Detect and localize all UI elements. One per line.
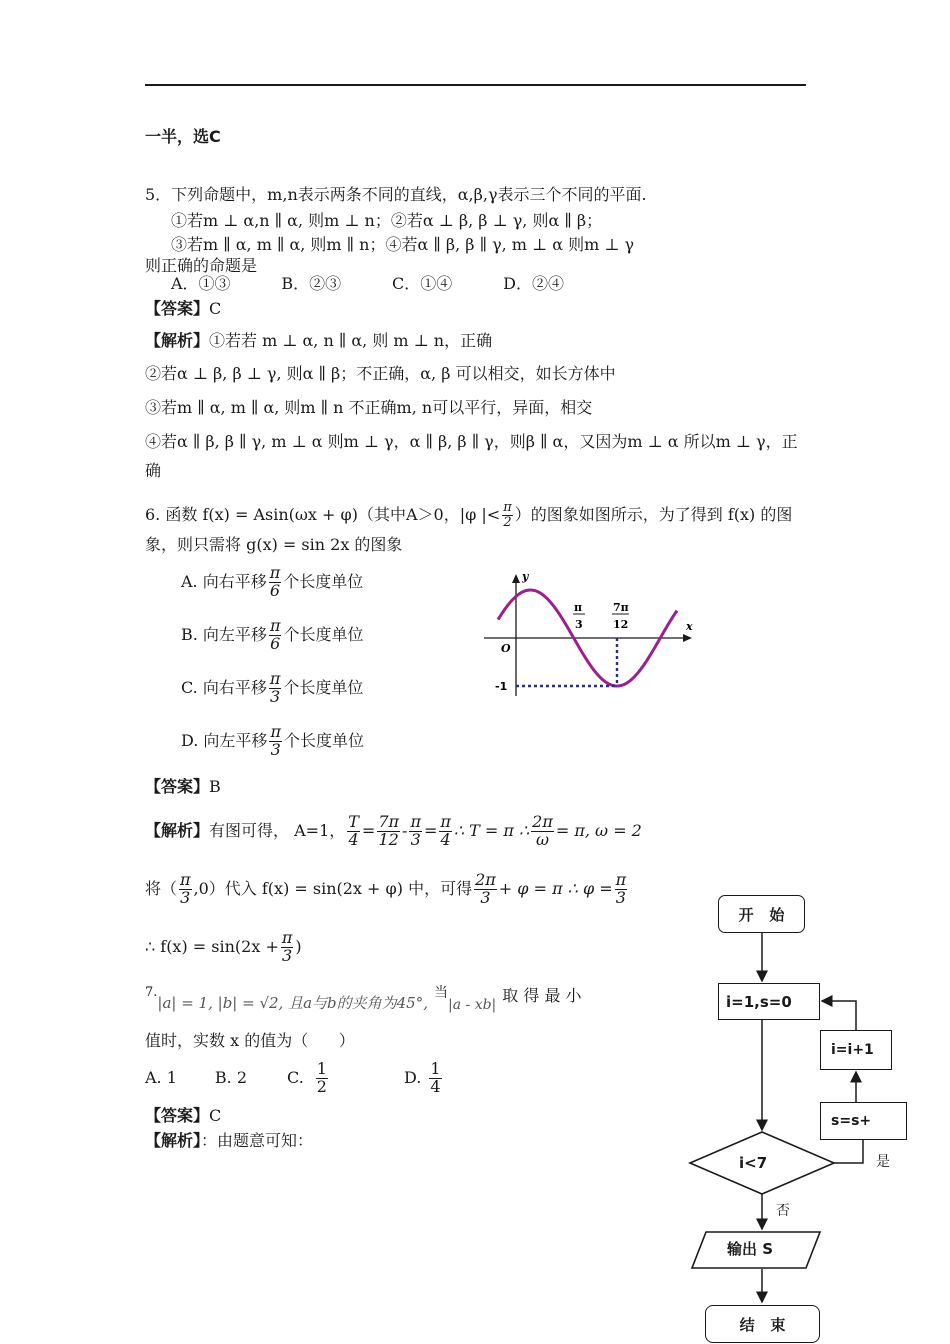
q6-option-d-num: π (270, 721, 281, 741)
q6-a1-pi: π (410, 811, 421, 831)
q6-option-d-suffix: 个长度单位 (283, 731, 364, 750)
flow-increment-label: i=i+1 (831, 1042, 874, 1058)
q6-a2-mid2: + φ = π ∴ φ = (498, 879, 613, 898)
q7-option-d-num: 1 (430, 1058, 441, 1078)
q6-a1-end: = π, ω = 2 (555, 821, 642, 840)
q6-a2-3: 3 (180, 887, 191, 907)
q7-when: 当 (434, 985, 448, 1001)
flow-no-label: 否 (776, 1203, 790, 1219)
graph-x-label: x (686, 620, 693, 633)
q7-option-d-den: 4 (430, 1076, 441, 1096)
graph-tick1-den: 3 (575, 618, 583, 631)
flow-condition-label: i<7 (739, 1154, 768, 1172)
graph-origin-label: O (501, 642, 511, 655)
q7-answer: C (209, 1106, 222, 1125)
q6-stem-frac-den: 2 (503, 514, 512, 530)
q5-analysis-tag: 【解析】 (145, 331, 210, 350)
flow-end (705, 1305, 820, 1343)
q6-a3-3: 3 (282, 945, 293, 965)
q6-option-c-suffix: 个长度单位 (283, 678, 364, 697)
graph-tick2-num: 7π (613, 601, 629, 614)
q6-option-d-label: D. 向左平移 (181, 731, 268, 750)
graph-tick1-num: π (574, 601, 583, 614)
q6-option-b-num: π (269, 615, 281, 635)
q6-option-b-suffix: 个长度单位 (283, 625, 364, 644)
flow-increment (820, 1030, 892, 1070)
q6-stem-frac-num: π (503, 499, 512, 515)
flow-init-label: i=1,s=0 (726, 992, 792, 1011)
q6-stem-line2: 象，则只需将 g(x) = sin 2x 的图象 (145, 535, 403, 554)
flow-yes-label: 是 (876, 1154, 890, 1170)
q6-a1-4: 4 (348, 829, 359, 849)
q6-a1-pre: 有图可得， A=1， (209, 821, 346, 840)
q5-analysis-line4: ④若α ∥ β, β ∥ γ, m ⊥ α 则m ⊥ γ，α ∥ β, β ∥ γ，则β ∥ α，又因为m ⊥ α 所以m ⊥ γ，正 (145, 432, 798, 451)
q6-a2-pre: 将（ (145, 879, 178, 898)
q6-a3-pre: ∴ f(x) = sin(2x + (145, 937, 279, 956)
q5-question: 则正确的命题是 (145, 256, 258, 275)
q5-analysis-line5: 确 (145, 461, 162, 480)
q5-statement-line2: ③若m ∥ α, m ∥ α, 则m ∥ n；④若α ∥ β, β ∥ γ, m ⊥ α 则m ⊥ γ (171, 235, 635, 254)
q6-stem-b: ）的图象如图所示，为了得到 f(x) 的图 (514, 505, 793, 524)
q6-a1-minus: - (402, 821, 408, 840)
q6-a1-2pi: 2π (532, 811, 553, 831)
q6-option-b-den: 6 (270, 633, 281, 653)
q6-a1-4b: 4 (440, 829, 451, 849)
q6-a1-omega: ω (536, 829, 550, 849)
q7-option-c-num: 1 (316, 1058, 327, 1078)
q6-a1-eq2: = (423, 821, 438, 840)
q6-a2-3b: 3 (480, 887, 491, 907)
q7-option-a: A. 1 (145, 1068, 177, 1087)
q5-analysis-line1: ①若若 m ⊥ α, n ∥ α, 则 m ⊥ n，正确 (209, 331, 493, 350)
q6-a2-mid: ,0）代入 f(x) = sin(2x + φ) 中，可得 (193, 879, 473, 898)
q7-option-c: C. (287, 1068, 304, 1087)
q6-option-a-label: A. 向右平移 (181, 572, 267, 591)
q6-option-b-label: B. 向左平移 (181, 625, 267, 644)
q6-a1-12: 12 (378, 829, 399, 849)
q6-a1-pi2: π (440, 811, 451, 831)
flow-init (718, 983, 820, 1020)
q6-answer-tag: 【答案】 (145, 777, 210, 796)
flow-start-label: 开 始 (738, 905, 785, 924)
q6-a1-7pi: 7π (378, 811, 400, 831)
q6-analysis-tag: 【解析】 (145, 821, 210, 840)
q7-expression: |a - xb| (448, 997, 497, 1013)
q7-option-c-den: 2 (316, 1076, 327, 1096)
q6-option-d-den: 3 (270, 739, 281, 759)
q7-option-d: D. (403, 1068, 422, 1087)
q5-analysis-line3: ③若m ∥ α, m ∥ α, 则m ∥ n 不正确m, n可以平行，异面，相交 (145, 398, 593, 417)
q5-analysis-line2: ②若α ⊥ β, β ⊥ γ, 则α ∥ β；不正确，α, β 可以相交，如长方体中 (145, 364, 616, 383)
q6-a2-2pi: 2π (475, 869, 496, 889)
q6-option-a-suffix: 个长度单位 (283, 572, 364, 591)
q7-condition: |a| = 1, |b| = √2, 且a与b的夹角为45°, (157, 994, 428, 1012)
graph-tick2-den: 12 (613, 618, 629, 631)
q6-a1-3: 3 (410, 829, 421, 849)
q6-answer: B (209, 777, 221, 796)
q6-stem-a: 6. 函数 f(x) = Asin(ωx + φ)（其中A＞0，|φ |< (145, 505, 501, 524)
q6-a1-eq1: = (361, 821, 376, 840)
flow-start (718, 895, 805, 933)
q7-number: 7. (145, 985, 158, 1000)
q6-a3-end: ) (295, 937, 302, 956)
q6-option-a-den: 6 (269, 580, 281, 600)
q6-option-a-num: π (269, 562, 281, 582)
q6-a1-t: T (348, 811, 359, 831)
q7-analysis: ：由题意可知： (201, 1131, 314, 1150)
flow-accumulate-label: s=s+ (831, 1113, 872, 1129)
q5-stem: 5．下列命题中，m,n表示两条不同的直线，α,β,γ表示三个不同的平面. (145, 185, 647, 204)
continued-text: 一半，选C (145, 127, 221, 146)
q5-answer-tag: 【答案】 (145, 299, 210, 318)
q6-a2-3c: 3 (615, 887, 626, 907)
q6-a2-pi3: π (615, 869, 627, 889)
flow-end-label: 结 束 (739, 1315, 786, 1334)
q7-option-b: B. 2 (214, 1068, 248, 1087)
q6-a2-pi: π (180, 869, 191, 889)
q7-answer-tag: 【答案】 (145, 1106, 210, 1125)
q6-option-c-label: C. 向右平移 (181, 678, 267, 697)
q6-option-c-num: π (269, 668, 281, 688)
q6-option-c-den: 3 (270, 686, 281, 706)
flow-accumulate (820, 1102, 907, 1140)
q6-a3-pi: π (281, 927, 293, 947)
q5-statement-line1: ①若m ⊥ α,n ∥ α, 则m ⊥ n；②若α ⊥ β, β ⊥ γ, 则α ∥ β； (171, 211, 603, 230)
q6-a1-mid: ∴ T = π ∴ (453, 821, 530, 840)
q5-options: A．①③ B．②③ C．①④ D．②④ (171, 274, 564, 293)
graph-minus-one-label: -1 (495, 680, 508, 693)
flow-output-label: 输出 S (727, 1240, 774, 1258)
q7-tail: 取 得 最 小 (502, 986, 582, 1005)
q7-stem-line2: 值时，实数 x 的值为（ ） (145, 1031, 355, 1050)
q5-answer: C (209, 299, 222, 318)
q7-analysis-tag: 【解析】 (145, 1131, 202, 1150)
graph-y-label: y (522, 570, 529, 583)
